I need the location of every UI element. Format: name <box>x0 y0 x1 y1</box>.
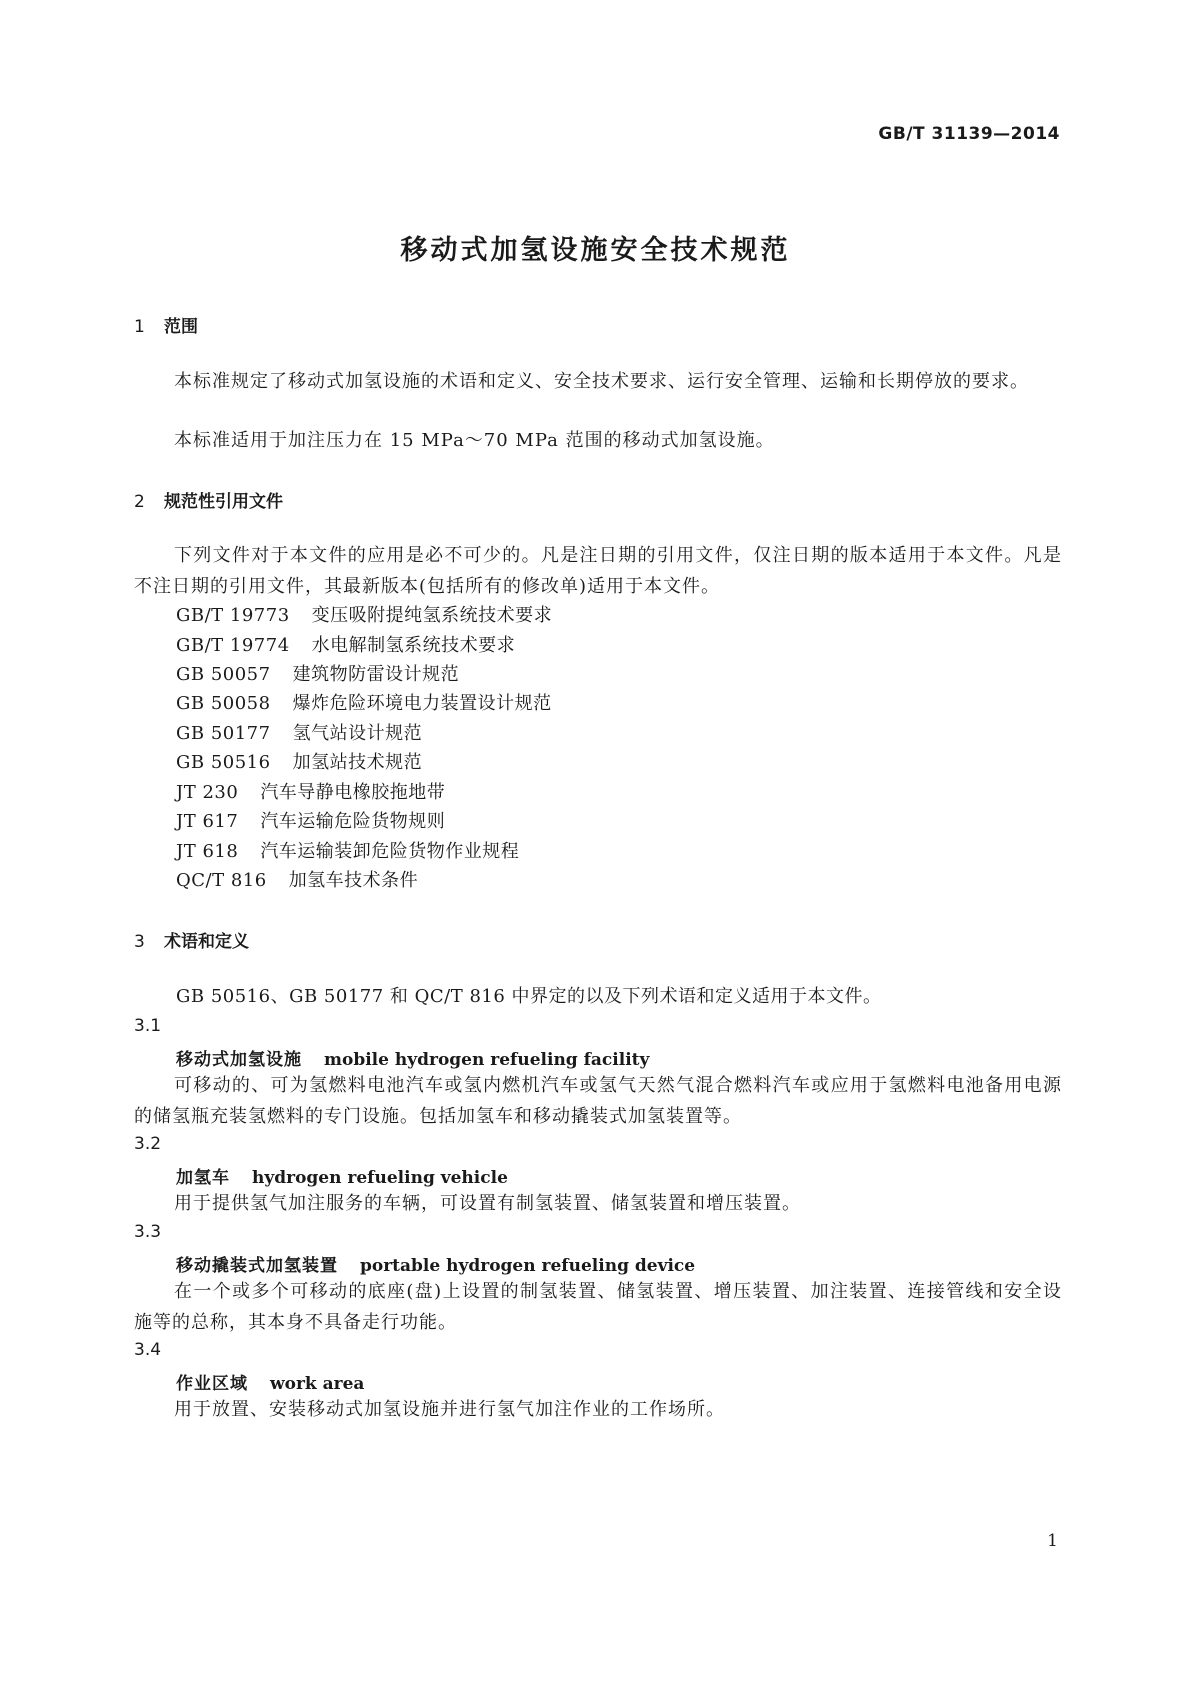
reference-item <box>176 866 418 892</box>
section-number: 2 <box>134 492 145 512</box>
reference-title: 汽车运输危险货物规则 <box>260 811 446 832</box>
reference-code: GB/T 19773 <box>176 605 290 626</box>
reference-title: 加氢站技术规范 <box>292 752 423 773</box>
standard-code: GB/T 31139—2014 <box>878 124 1060 144</box>
clause-number: 3.4 <box>134 1340 162 1360</box>
section-heading-normative-references <box>134 487 283 512</box>
term-definition: 用于提供氢气加注服务的车辆，可设置有制氢装置、储氢装置和增压装置。 <box>174 1193 801 1214</box>
reference-title: 汽车导静电橡胶拖地带 <box>260 782 446 803</box>
term-entry <box>176 1369 364 1394</box>
reference-item <box>176 719 422 745</box>
reference-code: GB 50177 <box>176 723 271 744</box>
reference-code: GB 50516 <box>176 752 271 773</box>
reference-code: GB 50058 <box>176 693 271 714</box>
paragraph: 本标准适用于加注压力在 15 MPa～70 MPa 范围的移动式加氢设施。 <box>174 430 775 451</box>
term-en: work area <box>270 1374 365 1394</box>
term-zh: 移动式加氢设施 <box>176 1050 302 1070</box>
reference-item <box>176 778 445 804</box>
term-definition: 在一个或多个可移动的底座(盘)上设置的制氢装置、储氢装置、增压装置、加注装置、连接管线和安全设施等的总称，其本身不具备走行功能。 <box>134 1281 1062 1333</box>
term-definition: 可移动的、可为氢燃料电池汽车或氢内燃机汽车或氢气天然气混合燃料汽车或应用于氢燃料电池备用电源的储氢瓶充装氢燃料的专门设施。包括加氢车和移动撬装式加氢装置等。 <box>134 1075 1062 1127</box>
section-title: 术语和定义 <box>164 932 249 952</box>
paragraph: GB 50516、GB 50177 和 QC/T 816 中界定的以及下列术语和定义适用于本文件。 <box>176 986 882 1007</box>
reference-code: GB 50057 <box>176 664 271 685</box>
reference-item <box>176 689 552 715</box>
reference-item <box>176 601 552 627</box>
term-entry <box>176 1163 508 1188</box>
reference-title: 水电解制氢系统技术要求 <box>311 635 516 656</box>
paragraph: 本标准规定了移动式加氢设施的术语和定义、安全技术要求、运行安全管理、运输和长期停放的要求。 <box>174 371 1029 392</box>
reference-code: JT 617 <box>176 811 239 832</box>
term-zh: 加氢车 <box>176 1168 230 1188</box>
section-title: 范围 <box>164 317 198 337</box>
reference-item <box>176 631 515 657</box>
reference-title: 建筑物防雷设计规范 <box>292 664 460 685</box>
term-definition: 用于放置、安装移动式加氢设施并进行氢气加注作业的工作场所。 <box>174 1399 725 1420</box>
reference-title: 氢气站设计规范 <box>292 723 423 744</box>
reference-title: 汽车运输装卸危险货物作业规程 <box>260 841 520 862</box>
clause-number: 3.1 <box>134 1016 162 1036</box>
reference-code: QC/T 816 <box>176 870 267 891</box>
term-zh: 移动撬装式加氢装置 <box>176 1256 338 1276</box>
document-title: 移动式加氢设施安全技术规范 <box>400 235 791 266</box>
term-en: mobile hydrogen refueling facility <box>324 1050 650 1070</box>
paragraph: 下列文件对于本文件的应用是必不可少的。凡是注日期的引用文件，仅注日期的版本适用于本文件。凡是不注日期的引用文件，其最新版本(包括所有的修改单)适用于本文件。 <box>134 545 1062 597</box>
reference-code: GB/T 19774 <box>176 635 290 656</box>
reference-code: JT 230 <box>176 782 239 803</box>
section-title: 规范性引用文件 <box>164 492 283 512</box>
reference-item <box>176 807 445 833</box>
reference-code: JT 618 <box>176 841 239 862</box>
reference-item <box>176 837 519 863</box>
term-en: portable hydrogen refueling device <box>360 1256 696 1276</box>
clause-number: 3.3 <box>134 1222 162 1242</box>
page-number: 1 <box>1047 1531 1058 1551</box>
section-number: 1 <box>134 317 145 337</box>
section-heading-terms <box>134 927 249 952</box>
reference-item <box>176 660 459 686</box>
section-heading-scope <box>134 312 198 337</box>
term-entry <box>176 1251 695 1276</box>
reference-title: 爆炸危险环境电力装置设计规范 <box>292 693 552 714</box>
term-entry <box>176 1045 649 1070</box>
clause-number: 3.2 <box>134 1134 162 1154</box>
reference-title: 加氢车技术条件 <box>288 870 419 891</box>
term-en: hydrogen refueling vehicle <box>252 1168 508 1188</box>
reference-item <box>176 748 422 774</box>
term-zh: 作业区域 <box>176 1374 248 1394</box>
section-number: 3 <box>134 932 145 952</box>
reference-title: 变压吸附提纯氢系统技术要求 <box>311 605 553 626</box>
